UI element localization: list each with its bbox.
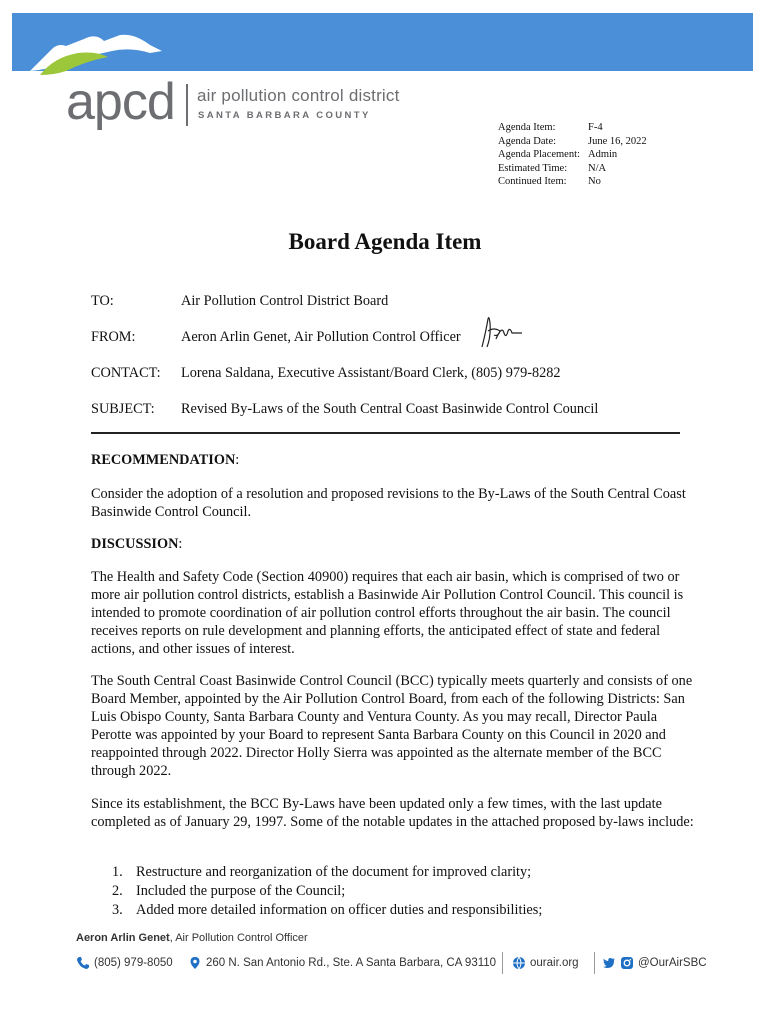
agenda-item-row: Agenda Item: F-4 — [498, 122, 603, 133]
recommendation-text: Consider the adoption of a resolution and proposed revisions to the By-Laws of the South Central Coast Basinwide Control Council. — [91, 486, 686, 520]
footer-social[interactable]: @OurAirSBC — [602, 956, 707, 970]
instagram-icon[interactable] — [620, 956, 634, 970]
location-pin-icon — [188, 956, 202, 970]
subject-field: SUBJECT: Revised By-Laws of the South Central Coast Basinwide Control Council — [91, 401, 599, 417]
footer-address: 260 N. San Antonio Rd., Ste. A Santa Barbara, CA 93110 — [188, 956, 496, 970]
contact-field: CONTACT: Lorena Saldana, Executive Assistant/Board Clerk, (805) 979-8282 — [91, 365, 561, 381]
phone-icon — [76, 956, 90, 970]
list-item: 1. Restructure and reorganization of the document for improved clarity; — [112, 864, 532, 880]
recommendation-heading: RECOMMENDATION: — [91, 452, 240, 468]
continued-item-row: Continued Item: No — [498, 176, 601, 187]
to-field: TO: Air Pollution Control District Board — [91, 293, 389, 309]
discussion-paragraph-2: The South Central Coast Basinwide Control Council (BCC) typically meets quarterly and consists of one Board Member, appointed by the Air Pollution Control Board, from each of the following Districts: San Luis Obispo County, Santa Barbara County and Ventura County. As you may recall, Director Paula Perotte was appointed by your Board to represent Santa Barbara County on this Council in 2020 and reappointed through 2022. Director Holly Sierra was appointed as the alternate member of the BCC through 2022. — [91, 673, 693, 779]
footer-officer: Aeron Arlin Genet, Air Pollution Control Officer — [76, 932, 308, 944]
footer-website[interactable]: ourair.org — [512, 956, 579, 970]
signature-image — [478, 313, 524, 351]
discussion-paragraph-1: The Health and Safety Code (Section 40900) requires that each air basin, which is comprised of two or more air pollution control districts, establish a Basinwide Air Pollution Control Council. This council is intended to promote coordination of air pollution control efforts throughout the air basin. The council receives reports on rule development and planning efforts, the anticipated effect of state and federal actions, and other issues of interest. — [91, 569, 684, 657]
agenda-date-row: Agenda Date: June 16, 2022 — [498, 135, 647, 147]
logo-divider — [186, 84, 188, 126]
discussion-heading: DISCUSSION: — [91, 536, 183, 552]
agenda-placement-row: Agenda Placement: Admin — [498, 149, 618, 160]
footer-separator — [594, 952, 595, 974]
header-divider — [91, 432, 680, 434]
logo-wordmark: apcd — [66, 73, 175, 131]
list-item: 2. Included the purpose of the Council; — [112, 883, 346, 899]
discussion-paragraph-3: Since its establishment, the BCC By-Laws have been updated only a few times, with the last update completed as of January 29, 1997. Some of the notable updates in the attached proposed by-laws include: — [91, 796, 694, 830]
list-item: 3. Added more detailed information on officer duties and responsibilities; — [112, 902, 543, 918]
from-field: FROM: Aeron Arlin Genet, Air Pollution Control Officer — [91, 329, 461, 345]
footer-phone: (805) 979-8050 — [76, 956, 173, 970]
logo-county-name: SANTA BARBARA COUNTY — [198, 110, 371, 121]
agenda-metadata — [498, 121, 647, 189]
estimated-time-row: Estimated Time: N/A — [498, 162, 607, 174]
footer-separator — [502, 952, 503, 974]
updates-list — [112, 863, 542, 920]
globe-icon — [512, 956, 526, 970]
twitter-icon[interactable] — [602, 956, 616, 970]
logo-district-name: air pollution control district — [197, 86, 400, 105]
page-title: Board Agenda Item — [288, 229, 482, 254]
